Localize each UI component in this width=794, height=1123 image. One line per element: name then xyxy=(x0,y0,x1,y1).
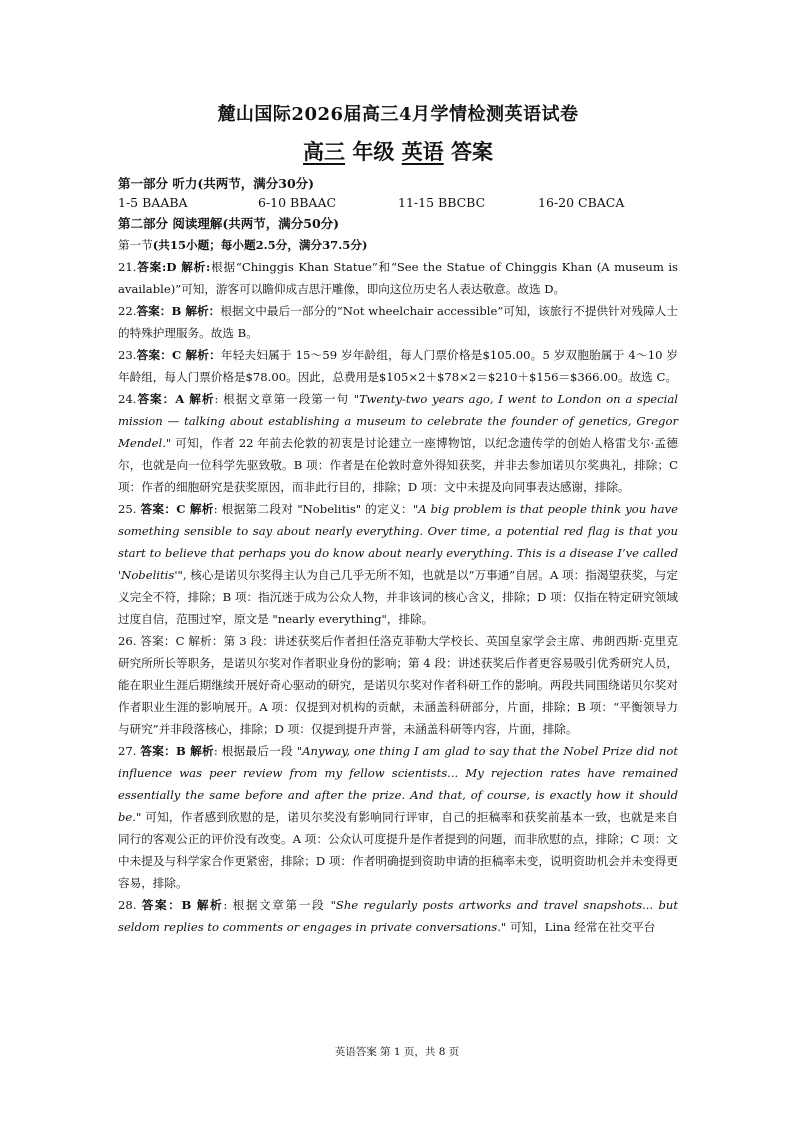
explanation-text: 根据“Chinggis Khan Statue”和“See the Statue of Chinggis Khan (A museum is available)”可知，游客可以瞻仰成吉思汗雕像，即向这位历史名人表达敬意。故选 D。 xyxy=(118,260,678,296)
question-number: 21. xyxy=(118,260,137,274)
question-number: 27. xyxy=(118,744,141,758)
subtitle-subject: 英语 xyxy=(401,139,444,164)
answer-25 xyxy=(118,498,678,630)
listening-answers xyxy=(118,195,678,210)
listening-answer-group: 6-10 BBAAC xyxy=(258,195,337,210)
quoted-passage: "Anyway, one thing I am glad to say that the Nobel Prize did not influence was peer review from my fellow scientists... My rejection rates have remained essentially the same before and after the prize. And that, of course, is exactly how it should be." xyxy=(118,744,678,824)
document-title: 麓山国际2026届高三4月学情检测英语试卷 xyxy=(217,104,579,125)
question-number: 24. xyxy=(118,392,137,406)
quoted-passage: "Twenty-two years ago, I went to London on a special mission — talking about establishing a museum to celebrate the founder of genetics, Gregor Mendel." xyxy=(118,392,678,450)
quoted-passage: "She regularly posts artworks and travel snapshots... but seldom replies to comments or engages in private conversations." xyxy=(118,898,679,934)
explanation-text: 年轻夫妇属于 15～59 岁年龄组，每人门票价格是$105.00。5 岁双胞胎属于 4～10 岁年龄组，每人门票价格是$78.00。因此，总费用是$105×2＋$78×2＝$210＋$156＝$366.00。故选 C。 xyxy=(118,348,678,384)
part2-heading: 第二部分 阅读理解(共两节，满分50分) xyxy=(118,216,340,231)
section1-heading xyxy=(118,234,678,256)
explanation-text: : 根据第二段对 "Nobelitis" 的定义： xyxy=(213,502,413,516)
answer-24 xyxy=(118,388,678,498)
answer-label: 答案：B 解析 xyxy=(141,898,224,912)
question-number: 22. xyxy=(118,304,137,318)
listening-answer-group: 11-15 BBCBC xyxy=(398,195,486,210)
answer-label: 答案:D 解析: xyxy=(136,260,211,274)
question-number: 25. xyxy=(118,502,141,516)
explanation-text: , 核心是诺贝尔奖得主认为自己几乎无所不知，也就是以“万事通”自居。A 项：指渴望获奖，与定义完全不符，排除；B 项：指沉迷于成为公众人物，并非该词的核心含义，排除；D 项：仅指在特定研究领域过度自信，范围过窄，原文是 "nearly everything"，排除。 xyxy=(118,568,678,626)
section1-scoring: (共15小题；每小题2.5分，满分37.5分) xyxy=(152,238,368,252)
answer-label: 答案：C 解析： xyxy=(136,348,221,362)
part1-heading: 第一部分 听力(共两节，满分30分) xyxy=(118,176,315,191)
answer-26 xyxy=(118,630,678,740)
listening-answer-group: 1-5 BAABA xyxy=(118,195,188,210)
document-subtitle xyxy=(118,136,678,166)
question-number: 23. xyxy=(118,348,137,362)
subtitle-grade-word: 年级 xyxy=(352,139,395,164)
subtitle-grade: 高三 xyxy=(303,139,346,164)
listening-answer-group: 16-20 CBACA xyxy=(538,195,625,210)
explanation-text: : 根据最后一段 xyxy=(213,744,297,758)
explanation-text: : 根据文章第一段第一句 xyxy=(214,392,354,406)
subtitle-answer: 答案 xyxy=(450,139,493,164)
explanation-text: 26. 答案：C 解析：第 3 段：讲述获奖后作者担任洛克菲勒大学校长、英国皇家学会主席、弗朗西斯·克里克研究所所长等职务，是诺贝尔奖对作者职业身份的影响；第 4 段：讲述获奖后作者更容易吸引优秀研究人员，能在职业生涯后期继续开展好奇心驱动的研究，是诺贝尔奖对作者科研工作的影响。两段共同围绕诺贝尔奖对作者职业生涯的影响展开。A 项：仅提到对机构的贡献，未涵盖科研部分，片面，排除；B 项：“平衡领导力与研究”并非段落核心，排除；D 项：仅提到提升声誉，未涵盖科研等内容，片面，排除。 xyxy=(118,634,678,736)
explanation-text: 可知，Lina 经常在社交平台 xyxy=(506,920,656,934)
answer-23 xyxy=(118,344,678,388)
answer-label: 答案：A 解析 xyxy=(136,392,215,406)
explanation-text: 可知，作者感到欣慰的是，诺贝尔奖没有影响同行评审，自己的拒稿率和获奖前基本一致，也就是来自同行的客观公正的评价没有改变。A 项：公众认可度提升是作者提到的问题，而非欣慰的点，排除；C 项：文中未提及与科学家合作更紧密，排除；D 项：作者明确提到资助申请的拒稿率未变，说明资助机会并未变得更容易，排除。 xyxy=(118,810,678,890)
answer-22 xyxy=(118,300,678,344)
explanation-text: : 根据文章第一段 xyxy=(223,898,331,912)
answer-27 xyxy=(118,740,678,894)
answer-sheet xyxy=(118,100,678,938)
answer-label: 答案：C 解析 xyxy=(140,502,214,516)
answer-label: 答案：B 解析： xyxy=(136,304,221,318)
section1-prefix: 第一节 xyxy=(118,238,153,252)
quoted-passage: "A big problem is that people think you have something sensible to say about nearly everything. Over time, a potential red flag is that you start to believe that perhaps you do know about nearly everything. This is a disease I’ve called 'Nobelitis'" xyxy=(118,502,679,582)
answer-label: 答案：B 解析 xyxy=(140,744,214,758)
page-footer: 英语答案 第 1 页，共 8 页 xyxy=(334,1046,460,1058)
answer-28 xyxy=(118,894,678,938)
explanation-text: 可知，作者 22 年前去伦敦的初衷是讨论建立一座博物馆，以纪念遗传学的创始人格雷戈尔·孟德尔，也就是向一位科学先驱致敬。B 项：作者是在伦敦时意外得知获奖，并非去参加诺贝尔奖典礼，排除；C 项：作者的细胞研究是获奖原因，而非此行目的，排除；D 项：文中未提及向同事表达感谢，排除。 xyxy=(118,436,678,494)
explanation-text: 根据文中最后一部分的“Not wheelchair accessible”可知，该旅行不提供针对残障人士的特殊护理服务。故选 B。 xyxy=(118,304,678,340)
question-number: 28. xyxy=(118,898,142,912)
answer-21 xyxy=(118,256,678,300)
